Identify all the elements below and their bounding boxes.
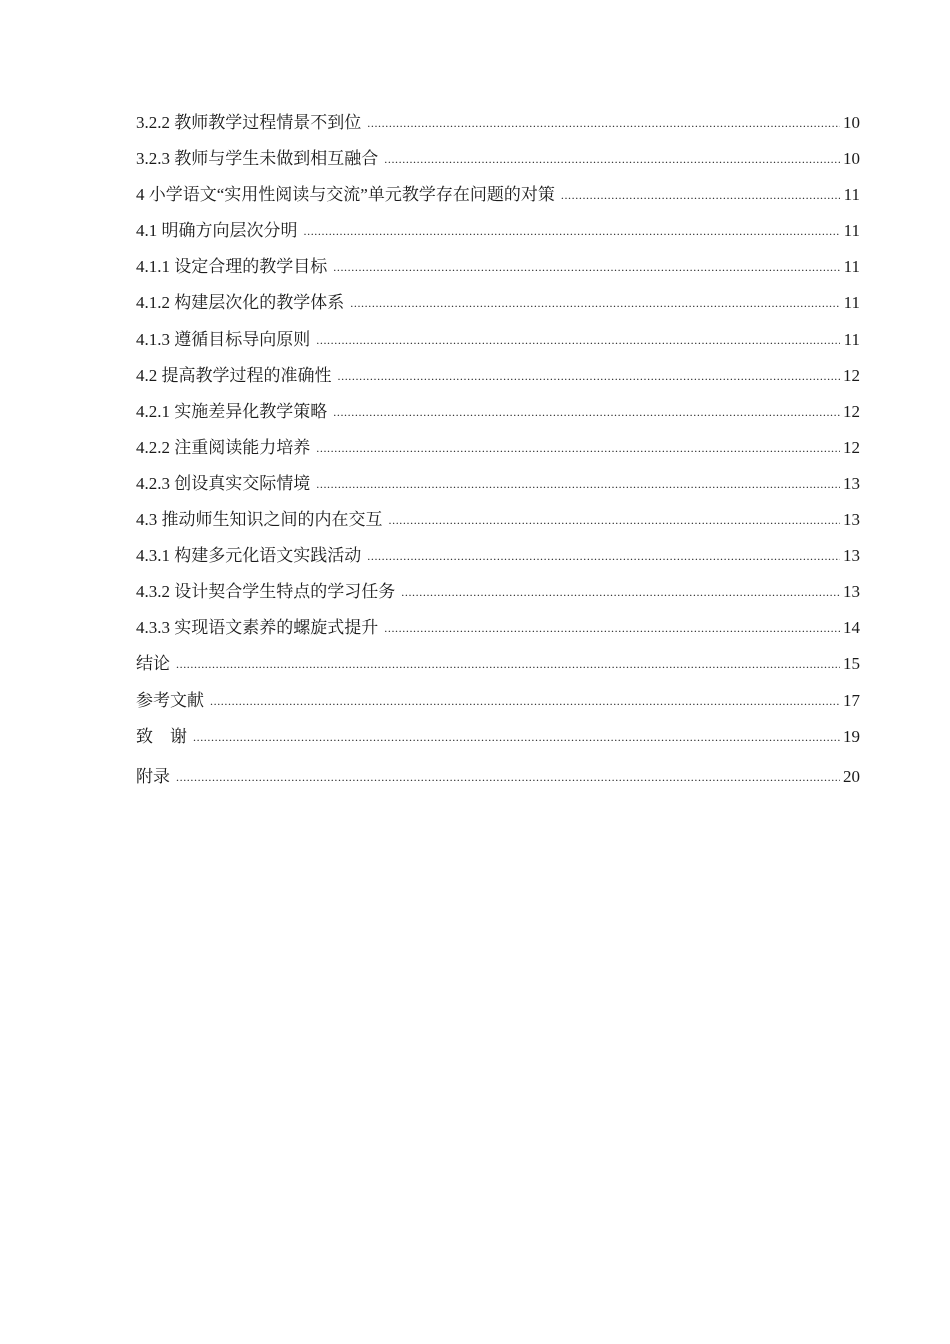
toc-dot-leader bbox=[176, 761, 840, 792]
toc-entry-title: 4.2.1 实施差异化教学策略 bbox=[136, 401, 328, 421]
toc-dot-leader bbox=[304, 215, 841, 246]
toc-page-number: 11 bbox=[843, 257, 860, 277]
toc-entry-title: 4.3.2 设计契合学生特点的学习任务 bbox=[136, 582, 396, 602]
toc-page-number: 15 bbox=[843, 654, 860, 674]
toc-entry-title: 4.2.2 注重阅读能力培养 bbox=[136, 437, 311, 457]
toc-entry[interactable] bbox=[136, 469, 860, 505]
toc-dot-leader bbox=[389, 504, 841, 535]
toc-entry-title: 4.2.3 创设真实交际情境 bbox=[136, 473, 311, 493]
toc-entry[interactable] bbox=[136, 649, 860, 685]
toc-dot-leader bbox=[316, 324, 840, 355]
toc-dot-leader bbox=[401, 576, 840, 607]
toc-page-number: 17 bbox=[843, 690, 860, 710]
toc-entry[interactable] bbox=[136, 505, 860, 541]
toc-entry[interactable] bbox=[136, 577, 860, 613]
toc-dot-leader bbox=[193, 721, 840, 752]
toc-entry[interactable] bbox=[136, 361, 860, 397]
toc-page-number: 11 bbox=[843, 185, 860, 205]
toc-dot-leader bbox=[338, 360, 841, 391]
toc-entry[interactable] bbox=[136, 613, 860, 649]
toc-dot-leader bbox=[384, 612, 840, 643]
toc-entry[interactable] bbox=[136, 722, 860, 758]
toc-page-number: 12 bbox=[843, 437, 860, 457]
toc-dot-leader bbox=[367, 107, 840, 138]
toc-entry-title: 4.1.2 构建层次化的教学体系 bbox=[136, 293, 345, 313]
toc-entry[interactable] bbox=[136, 216, 860, 252]
toc-entry-title: 4.3 推动师生知识之间的内在交互 bbox=[136, 510, 383, 530]
toc-page-number: 10 bbox=[843, 113, 860, 132]
toc-page-number: 11 bbox=[843, 221, 860, 241]
toc-dot-leader bbox=[316, 432, 840, 463]
toc-dot-leader bbox=[561, 179, 840, 210]
toc-page-number: 11 bbox=[843, 329, 860, 349]
toc-dot-leader bbox=[176, 648, 840, 679]
toc-entry-title: 3.2.2 教师教学过程情景不到位 bbox=[136, 113, 362, 132]
toc-entry[interactable] bbox=[136, 180, 860, 216]
toc-page-number: 19 bbox=[843, 726, 860, 746]
toc-entry-title: 4 小学语文“实用性阅读与交流”单元教学存在问题的对策 bbox=[136, 185, 555, 205]
toc-entry-title: 4.1 明确方向层次分明 bbox=[136, 221, 298, 241]
toc-entry-title: 4.1.1 设定合理的教学目标 bbox=[136, 257, 328, 277]
toc-entry-title: 结论 bbox=[136, 654, 170, 674]
toc-page-number: 13 bbox=[843, 510, 860, 530]
toc-dot-leader bbox=[333, 396, 840, 427]
toc-page-number: 13 bbox=[843, 473, 860, 493]
toc-dot-leader bbox=[367, 540, 840, 571]
toc-entry[interactable] bbox=[136, 288, 860, 324]
toc-entry-title: 参考文献 bbox=[136, 690, 204, 710]
toc-page-number: 10 bbox=[843, 149, 860, 169]
table-of-contents bbox=[136, 108, 860, 798]
toc-entry-title: 4.3.1 构建多元化语文实践活动 bbox=[136, 546, 362, 566]
toc-entry[interactable] bbox=[136, 397, 860, 433]
toc-page-number: 12 bbox=[843, 401, 860, 421]
toc-entry[interactable] bbox=[136, 686, 860, 722]
toc-page-number: 13 bbox=[843, 546, 860, 566]
toc-entry[interactable] bbox=[136, 433, 860, 469]
toc-dot-leader bbox=[210, 685, 840, 716]
toc-entry-title: 4.3.3 实现语文素养的螺旋式提升 bbox=[136, 618, 379, 638]
toc-dot-leader bbox=[350, 287, 840, 318]
toc-entry[interactable] bbox=[136, 252, 860, 288]
toc-page-number: 14 bbox=[843, 618, 860, 638]
toc-dot-leader bbox=[316, 468, 840, 499]
toc-entry-title: 致 谢 bbox=[136, 726, 187, 746]
toc-entry-title: 4.1.3 遵循目标导向原则 bbox=[136, 329, 311, 349]
toc-entry-title: 3.2.3 教师与学生未做到相互融合 bbox=[136, 149, 379, 169]
toc-entry[interactable] bbox=[136, 108, 860, 144]
toc-entry[interactable] bbox=[136, 541, 860, 577]
toc-page-number: 11 bbox=[843, 293, 860, 313]
toc-page-number: 13 bbox=[843, 582, 860, 602]
toc-entry-title: 附录 bbox=[136, 766, 170, 786]
toc-dot-leader bbox=[384, 143, 840, 174]
toc-page-number: 20 bbox=[843, 766, 860, 786]
toc-entry-title: 4.2 提高教学过程的准确性 bbox=[136, 365, 332, 385]
toc-entry[interactable] bbox=[136, 762, 860, 798]
toc-page-number: 12 bbox=[843, 365, 860, 385]
toc-dot-leader bbox=[333, 251, 840, 282]
toc-entry[interactable] bbox=[136, 325, 860, 361]
toc-entry[interactable] bbox=[136, 144, 860, 180]
